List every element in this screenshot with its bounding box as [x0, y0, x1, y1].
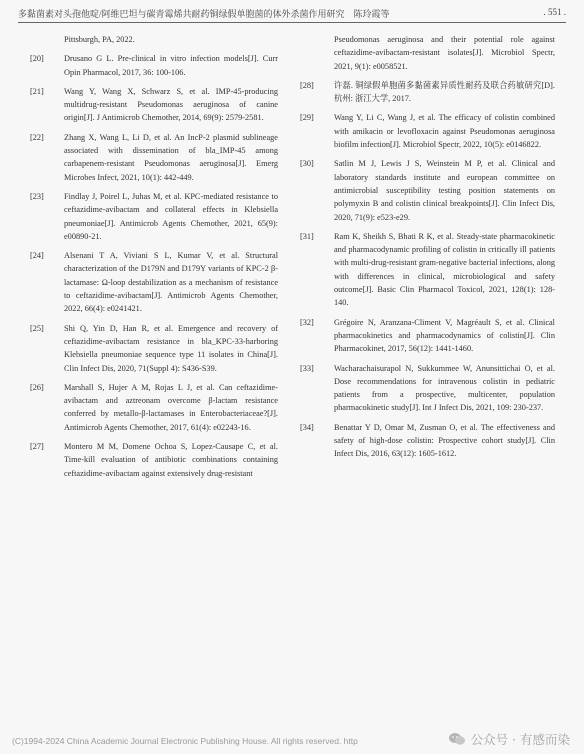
right-column: [300, 33, 555, 467]
reference-text: Findlay J, Poirel L, Juhas M, et al. KPC-mediated resistance to ceftazidime-avibactam and collateral effects in Klebsiella pneumoniae[J]. Antimicrob Agents Chemother, 2021, 65(9): e00890-21.: [64, 191, 278, 241]
reference-text: Satlin M J, Lewis J S, Weinstein M P, et al. Clinical and laboratory standards institute and european committee on antimicrobial susceptibility testing position statements on polymyxin B and colistin clinical breakpoints[J]. Clin Infect Dis, 2020, 71(9): e523-e29.: [334, 159, 555, 222]
reference-text: Shi Q, Yin D, Han R, et al. Emergence and recovery of ceftazidime-avibactam resistance in bla_KPC-33-harboring Klebsiella pneumoniae sequence type 11 isolates in China[J]. Clin Infect Dis, 2020, 71(Suppl 4): S436-S39.: [64, 323, 278, 373]
reference-text: Drusano G L. Pre-clinical in vitro infection models[J]. Curr Opin Pharmacol, 2017, 36: 100-106.: [64, 54, 278, 77]
reference-text: Alsenani T A, Viviani S L, Kumar V, et al. Structural characterization of the D179N and D179Y variants of KPC-2 β-lactamase: Ω-loop destabilization as a mechanism of resistance to ceftazidime-avibactam[J]. Antimicrob Agents Chemother, 2022, 66(4): e0241421.: [64, 251, 278, 314]
reference-item: [300, 421, 555, 461]
reference-number: [23]: [30, 191, 44, 201]
reference-number: [32]: [300, 317, 314, 327]
reference-number: [29]: [300, 113, 314, 123]
watermark-text: 公众号 · 有感而染: [470, 732, 570, 747]
reference-item: [30, 249, 278, 315]
reference-item: [300, 362, 555, 415]
watermark: [448, 730, 570, 748]
reference-item: [300, 316, 555, 356]
reference-text: Montero M M, Domene Ochoa S, Lopez-Causape C, et al. Time-kill evaluation of antibiotic combinations containing ceftazidime-avibactam against extensively drug-resistant: [64, 442, 278, 478]
wechat-icon: [448, 732, 466, 746]
reference-item: [300, 111, 555, 151]
reference-number: [25]: [30, 323, 44, 333]
reference-text: Marshall S, Hujer A M, Rojas L J, et al. Can ceftazidime-avibactam and aztreonam overcome β-lactam resistance conferred by metallo-β-lactamases in Enterobacteriaceae?[J]. Antimicrob Agents Chemother, 2017, 61(4): e02243-16.: [64, 382, 278, 432]
reference-text: Benattar Y D, Omar M, Zusman O, et al. The effectiveness and safety of high-dose colistin: Prospective cohort study[J]. Clin Infect Dis, 2016, 63(12): 1605-1612.: [334, 422, 555, 459]
reference-text: 许磊. 铜绿假单胞菌多黏菌素异质性耐药及联合药敏研究[D]. 杭州: 浙江大学, 2017.: [334, 80, 555, 104]
reference-item: [30, 381, 278, 434]
reference-number: [31]: [300, 231, 314, 241]
reference-number: [24]: [30, 251, 44, 261]
reference-number: [21]: [30, 86, 44, 96]
reference-number: [27]: [30, 442, 44, 452]
running-header: [18, 7, 566, 21]
reference-item: [300, 157, 555, 223]
reference-continuation: Pittsburgh, PA, 2022.: [64, 35, 135, 44]
reference-item: [30, 322, 278, 375]
header-title: 多黏菌素对头孢他啶/阿维巴坦与碳青霉烯共耐药铜绿假单胞菌的体外杀菌作用研究 陈玲霞等: [18, 9, 390, 19]
reference-item: [30, 190, 278, 243]
reference-number: [33]: [300, 363, 314, 373]
reference-number: [22]: [30, 132, 44, 142]
reference-number: [28]: [300, 80, 314, 90]
reference-continuation: Pseudomonas aeruginosa and their potential role against ceftazidime-avibactam-resistant isolates[J]. Microbiol Spectr, 2021, 9(1): e0058521.: [334, 35, 555, 71]
reference-item: [30, 440, 278, 480]
copyright-footer: (C)1994-2024 China Academic Journal Electronic Publishing House. All rights reserved. http: [12, 736, 358, 746]
reference-number: [26]: [30, 382, 44, 392]
reference-item: [300, 230, 555, 310]
reference-text: Zhang X, Wang L, Li D, et al. An IncP-2 plasmid sublineage associated with dissemination of bla_IMP-45 among carbapenem-resistant Pseudomonas aeruginosa[J]. Emerg Microbes Infect, 2021, 10(1): 442-449.: [64, 132, 278, 182]
reference-text: Ram K, Sheikh S, Bhati R K, et al. Steady-state pharmacokinetic and pharmacodynamic profiling of colistin in critically ill patients with multi-drug-resistant gram-negative bacterial infections, along with differences in clinical, microbiological and safety outcome[J]. Basic Clin Pharmacol Toxicol, 2021, 128(1): 128-140.: [334, 231, 555, 308]
reference-number: [34]: [300, 422, 314, 432]
left-column: [30, 33, 278, 486]
reference-item: [30, 131, 278, 184]
reference-text: Wacharachaisurapol N, Sukkummee W, Anunsittichai O, et al. Dose recommendations for intravenous colistin in pediatric patients from a prospective, multicenter, population pharmacokinetic study[J]. Int J Infect Dis, 2021, 109: 230-237.: [334, 363, 555, 413]
reference-item: [300, 79, 555, 106]
header-rule: [18, 22, 566, 23]
reference-text: Grégoire N, Aranzana-Climent V, Magréault S, et al. Clinical pharmacokinetics and pharmacodynamics of colistin[J]. Clin Pharmacokinet, 2017, 56(12): 1441-1460.: [334, 317, 555, 354]
reference-item: [30, 85, 278, 125]
page-number: . 551 .: [543, 7, 566, 17]
reference-text: Wang Y, Wang X, Schwarz S, et al. IMP-45-producing multidrug-resistant Pseudomonas aeruginosa of canine origin[J]. J Antimicrob Chemother, 2014, 69(9): 2579-2581.: [64, 86, 278, 123]
reference-item: [30, 52, 278, 79]
reference-text: Wang Y, Li C, Wang J, et al. The efficacy of colistin combined with amikacin or levofloxacin against Pseudomonas aeruginosa biofilm infection[J]. Microbiol Spectr, 2022, 10(5): e0146822.: [334, 113, 555, 150]
reference-number: [30]: [300, 159, 314, 169]
reference-number: [20]: [30, 54, 44, 64]
